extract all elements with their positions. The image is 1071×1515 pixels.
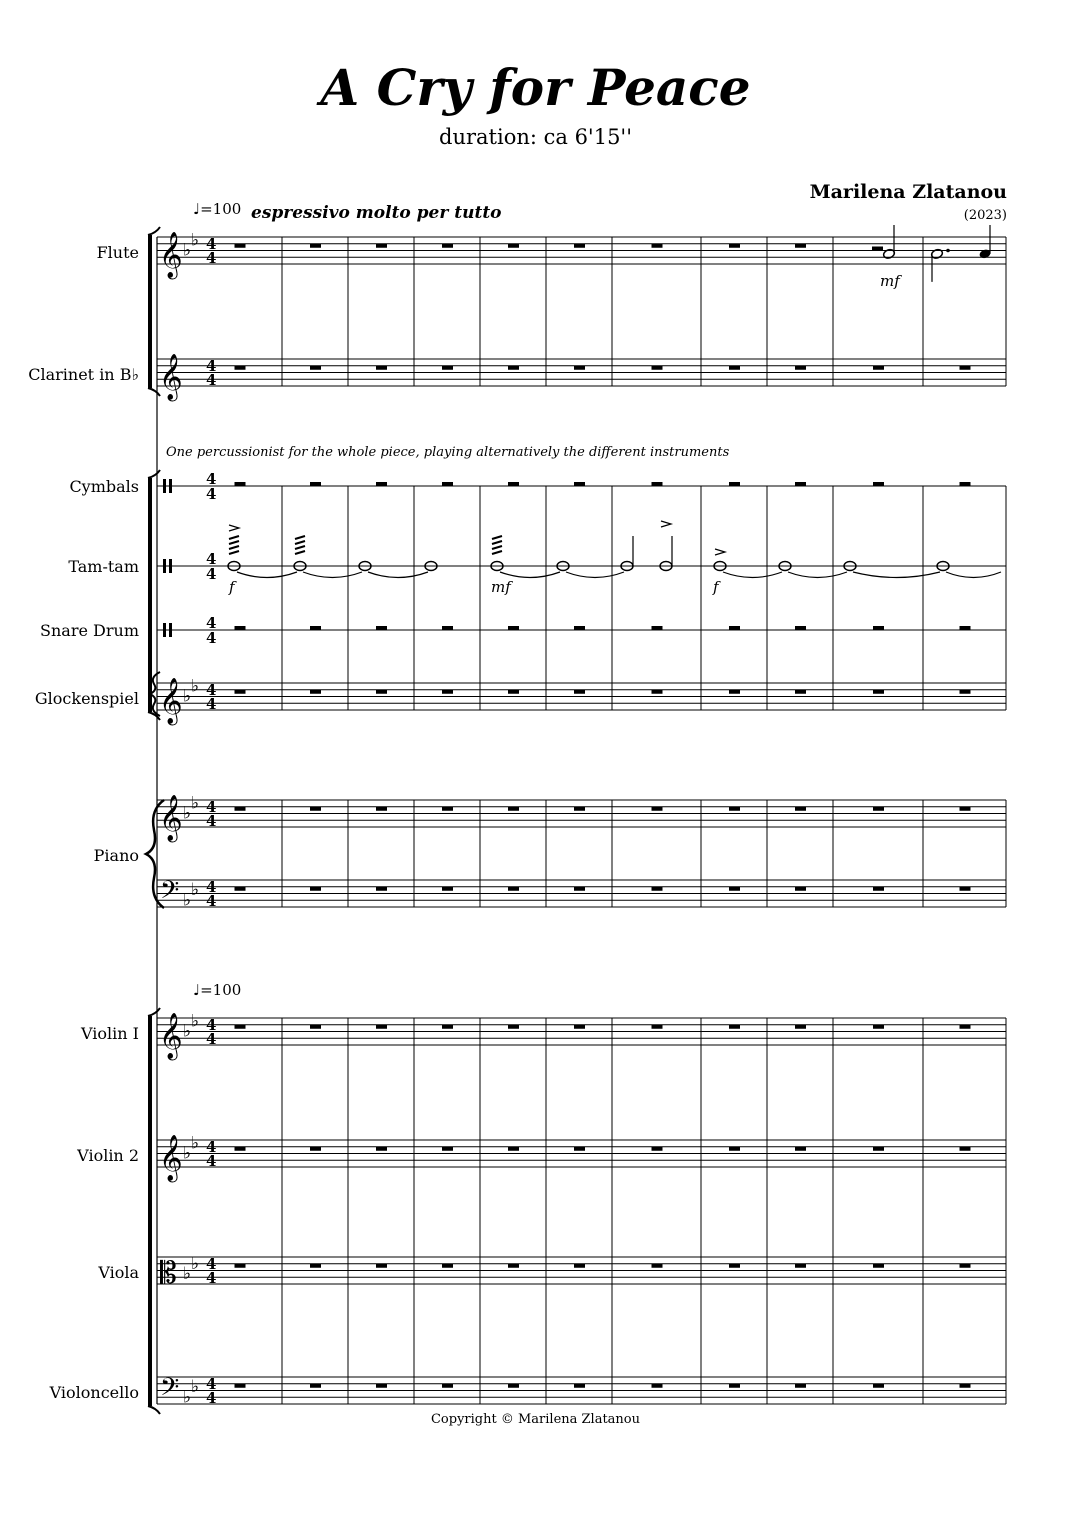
whole-rest bbox=[574, 1147, 585, 1151]
whole-rest bbox=[310, 1025, 321, 1029]
composition-year: (2023) bbox=[963, 208, 1007, 223]
whole-rest bbox=[795, 1147, 806, 1151]
whole-rest bbox=[652, 807, 663, 811]
tremolo-stroke bbox=[229, 551, 239, 554]
treble-clef-icon: 𝄞 bbox=[159, 232, 183, 278]
half-rest bbox=[872, 247, 883, 251]
whole-rest bbox=[960, 887, 971, 891]
whole-rest bbox=[442, 626, 453, 630]
tremolo-stroke bbox=[295, 541, 305, 544]
whole-rest bbox=[729, 1025, 740, 1029]
whole-rest bbox=[442, 807, 453, 811]
flat-icon: ♭ bbox=[183, 1263, 192, 1284]
whole-rest bbox=[873, 1384, 884, 1388]
tie bbox=[723, 572, 782, 578]
whole-rest bbox=[574, 244, 585, 248]
flat-icon: ♭ bbox=[183, 686, 192, 707]
whole-rest bbox=[795, 1384, 806, 1388]
whole-rest bbox=[729, 1384, 740, 1388]
instrument-label-piano: Piano bbox=[93, 846, 139, 865]
whole-rest bbox=[442, 887, 453, 891]
flat-icon: ♭ bbox=[183, 890, 192, 911]
tremolo-stroke bbox=[229, 536, 239, 539]
accent-mark bbox=[229, 525, 239, 531]
time-signature-numerator: 4 bbox=[206, 681, 217, 699]
instrument-label-cymbals: Cymbals bbox=[69, 477, 139, 496]
whole-rest bbox=[508, 1264, 519, 1268]
time-signature-numerator: 4 bbox=[206, 357, 217, 375]
percussion-clef-icon bbox=[163, 623, 166, 637]
flat-icon: ♭ bbox=[191, 230, 200, 251]
flat-icon: ♭ bbox=[183, 1387, 192, 1408]
time-signature-denominator: 4 bbox=[206, 249, 217, 267]
whole-rest bbox=[873, 1147, 884, 1151]
time-signature-numerator: 4 bbox=[206, 1255, 217, 1273]
whole-rest bbox=[508, 1147, 519, 1151]
bracket-strings bbox=[148, 1016, 152, 1406]
whole-rest bbox=[574, 626, 585, 630]
whole-rest bbox=[376, 1025, 387, 1029]
whole-rest bbox=[376, 482, 387, 486]
tie bbox=[566, 572, 624, 578]
whole-rest bbox=[873, 807, 884, 811]
time-signature-numerator: 4 bbox=[206, 614, 217, 632]
tremolo-stroke bbox=[229, 541, 239, 544]
tremolo-stroke bbox=[295, 536, 305, 539]
time-signature-denominator: 4 bbox=[206, 695, 217, 713]
whole-rest bbox=[376, 690, 387, 694]
whole-rest bbox=[795, 244, 806, 248]
percussion-clef-icon bbox=[169, 479, 172, 493]
tremolo-stroke bbox=[492, 536, 502, 539]
whole-rest bbox=[960, 626, 971, 630]
whole-rest bbox=[795, 690, 806, 694]
whole-rest bbox=[235, 1147, 246, 1151]
whole-rest bbox=[442, 244, 453, 248]
instrument-label-clarinet: Clarinet in B♭ bbox=[28, 365, 139, 384]
whole-rest bbox=[960, 1147, 971, 1151]
treble-clef-icon: 𝄞 bbox=[159, 1013, 183, 1059]
whole-rest bbox=[310, 482, 321, 486]
time-signature-numerator: 4 bbox=[206, 550, 217, 568]
whole-rest bbox=[442, 1147, 453, 1151]
whole-rest bbox=[376, 807, 387, 811]
whole-rest bbox=[795, 1264, 806, 1268]
whole-rest bbox=[795, 887, 806, 891]
whole-rest bbox=[729, 366, 740, 370]
whole-rest bbox=[652, 1147, 663, 1151]
flat-icon: ♭ bbox=[191, 1133, 200, 1154]
whole-rest bbox=[652, 887, 663, 891]
whole-rest bbox=[508, 366, 519, 370]
whole-rest bbox=[729, 626, 740, 630]
treble-clef-icon: 𝄞 bbox=[159, 678, 183, 724]
tie bbox=[303, 572, 362, 578]
treble-clef-icon: 𝄞 bbox=[159, 795, 183, 841]
whole-rest bbox=[310, 366, 321, 370]
time-signature-numerator: 4 bbox=[206, 1375, 217, 1393]
instrument-label-violin-1: Violin I bbox=[81, 1024, 139, 1043]
whole-rest bbox=[652, 244, 663, 248]
whole-rest bbox=[508, 807, 519, 811]
whole-rest bbox=[310, 244, 321, 248]
flat-icon: ♭ bbox=[183, 803, 192, 824]
whole-rest bbox=[442, 1384, 453, 1388]
time-signature-numerator: 4 bbox=[206, 798, 217, 816]
whole-rest bbox=[376, 366, 387, 370]
accent-mark bbox=[715, 549, 725, 555]
accent-mark bbox=[661, 521, 671, 527]
whole-rest bbox=[574, 482, 585, 486]
tempo-mark-winds: ♩=100 bbox=[193, 200, 242, 218]
whole-rest bbox=[795, 366, 806, 370]
whole-rest bbox=[873, 366, 884, 370]
time-signature-numerator: 4 bbox=[206, 1138, 217, 1156]
flute-dynamic: mf bbox=[880, 272, 900, 290]
tremolo-stroke bbox=[492, 551, 502, 554]
whole-rest bbox=[873, 626, 884, 630]
percussion-clef-icon bbox=[169, 559, 172, 573]
whole-rest bbox=[508, 244, 519, 248]
whole-rest bbox=[235, 1384, 246, 1388]
tam-tam-dynamic: f bbox=[229, 578, 235, 596]
tremolo-stroke bbox=[229, 546, 239, 549]
copyright-notice: Copyright © Marilena Zlatanou bbox=[430, 1412, 641, 1427]
whole-rest bbox=[652, 482, 663, 486]
whole-rest bbox=[652, 690, 663, 694]
whole-rest bbox=[873, 482, 884, 486]
percussion-clef-icon bbox=[163, 479, 166, 493]
whole-rest bbox=[235, 366, 246, 370]
whole-rest bbox=[376, 1384, 387, 1388]
whole-rest bbox=[508, 1025, 519, 1029]
tie bbox=[788, 572, 847, 578]
whole-rest bbox=[960, 1384, 971, 1388]
whole-rest bbox=[574, 807, 585, 811]
instrument-label-snare-drum: Snare Drum bbox=[40, 621, 139, 640]
whole-rest bbox=[873, 690, 884, 694]
tie bbox=[500, 572, 560, 578]
quarter-note-icon: ♩ bbox=[193, 981, 201, 999]
whole-rest bbox=[960, 482, 971, 486]
whole-rest bbox=[235, 807, 246, 811]
whole-rest bbox=[574, 887, 585, 891]
whole-rest bbox=[235, 626, 246, 630]
tremolo-stroke bbox=[492, 541, 502, 544]
tam-tam-dynamic: f bbox=[713, 578, 719, 596]
whole-rest bbox=[376, 887, 387, 891]
instrument-label-viola: Viola bbox=[98, 1263, 139, 1282]
whole-rest bbox=[376, 626, 387, 630]
whole-rest bbox=[729, 690, 740, 694]
whole-rest bbox=[960, 690, 971, 694]
whole-rest bbox=[442, 482, 453, 486]
whole-rest bbox=[729, 807, 740, 811]
flat-icon: ♭ bbox=[191, 1377, 200, 1398]
whole-rest bbox=[310, 690, 321, 694]
whole-rest bbox=[729, 887, 740, 891]
bracket-strings bbox=[148, 1406, 160, 1414]
whole-rest bbox=[652, 1025, 663, 1029]
whole-rest bbox=[508, 1384, 519, 1388]
whole-rest bbox=[873, 1025, 884, 1029]
bracket-percussion bbox=[148, 478, 152, 712]
bracket-percussion bbox=[148, 470, 160, 478]
expression-marking: espressivo molto per tutto bbox=[251, 203, 502, 223]
percussion-note: One percussionist for the whole piece, playing alternatively the different instruments bbox=[166, 445, 730, 460]
whole-rest bbox=[960, 1264, 971, 1268]
instrument-label-violoncello: Violoncello bbox=[49, 1383, 139, 1402]
flat-icon: ♭ bbox=[191, 793, 200, 814]
whole-rest bbox=[960, 366, 971, 370]
bracket-winds bbox=[148, 235, 152, 388]
composer-name: Marilena Zlatanou bbox=[809, 181, 1007, 203]
whole-rest bbox=[795, 1025, 806, 1029]
whole-rest bbox=[442, 690, 453, 694]
whole-rest bbox=[235, 690, 246, 694]
percussion-clef-icon bbox=[169, 623, 172, 637]
time-signature-numerator: 4 bbox=[206, 878, 217, 896]
whole-rest bbox=[574, 1384, 585, 1388]
time-signature-numerator: 4 bbox=[206, 235, 217, 253]
whole-rest bbox=[795, 626, 806, 630]
time-signature-denominator: 4 bbox=[206, 1030, 217, 1048]
whole-rest bbox=[574, 1025, 585, 1029]
tremolo-stroke bbox=[295, 551, 305, 554]
tie bbox=[853, 572, 940, 578]
time-signature-denominator: 4 bbox=[206, 1389, 217, 1407]
whole-rest bbox=[729, 1147, 740, 1151]
whole-rest bbox=[508, 482, 519, 486]
whole-rest bbox=[508, 690, 519, 694]
flat-icon: ♭ bbox=[183, 1143, 192, 1164]
whole-rest bbox=[376, 1264, 387, 1268]
bass-clef-icon: 𝄢 bbox=[160, 876, 180, 911]
time-signature-denominator: 4 bbox=[206, 629, 217, 647]
whole-rest bbox=[729, 1264, 740, 1268]
time-signature-denominator: 4 bbox=[206, 371, 217, 389]
whole-rest bbox=[795, 807, 806, 811]
instrument-label-flute: Flute bbox=[96, 243, 139, 262]
whole-rest bbox=[960, 1025, 971, 1029]
whole-rest bbox=[310, 1384, 321, 1388]
whole-rest bbox=[442, 1264, 453, 1268]
whole-rest bbox=[310, 807, 321, 811]
instrument-label-tam-tam: Tam-tam bbox=[68, 557, 139, 576]
whole-rest bbox=[574, 690, 585, 694]
whole-rest bbox=[652, 626, 663, 630]
tie bbox=[946, 572, 1001, 578]
bass-clef-icon: 𝄢 bbox=[160, 1373, 180, 1408]
whole-rest bbox=[376, 244, 387, 248]
whole-rest bbox=[652, 1264, 663, 1268]
flat-icon: ♭ bbox=[183, 1021, 192, 1042]
time-signature-numerator: 4 bbox=[206, 470, 217, 488]
flat-icon: ♭ bbox=[191, 1011, 200, 1032]
time-signature-denominator: 4 bbox=[206, 565, 217, 583]
flat-icon: ♭ bbox=[191, 880, 200, 901]
tam-tam-dynamic: mf bbox=[491, 578, 511, 596]
tremolo-stroke bbox=[492, 546, 502, 549]
score-title: A Cry for Peace bbox=[320, 58, 751, 117]
whole-rest bbox=[376, 1147, 387, 1151]
instrument-label-violin-2: Violin 2 bbox=[77, 1146, 139, 1165]
time-signature-denominator: 4 bbox=[206, 892, 217, 910]
whole-rest bbox=[235, 482, 246, 486]
flat-icon: ♭ bbox=[183, 240, 192, 261]
whole-rest bbox=[508, 887, 519, 891]
whole-rest bbox=[729, 244, 740, 248]
whole-rest bbox=[235, 887, 246, 891]
percussion-clef-icon bbox=[163, 559, 166, 573]
whole-rest bbox=[235, 1025, 246, 1029]
whole-rest bbox=[795, 482, 806, 486]
whole-rest bbox=[235, 244, 246, 248]
score-duration: duration: ca 6'15'' bbox=[439, 125, 632, 149]
flat-icon: ♭ bbox=[191, 676, 200, 697]
treble-clef-icon: 𝄞 bbox=[159, 354, 183, 400]
time-signature-denominator: 4 bbox=[206, 485, 217, 503]
quarter-note-icon: ♩ bbox=[193, 200, 201, 218]
flat-icon: ♭ bbox=[191, 1253, 200, 1274]
whole-rest bbox=[960, 807, 971, 811]
tempo-mark-strings: ♩=100 bbox=[193, 981, 242, 999]
treble-clef-icon: 𝄞 bbox=[159, 1135, 183, 1181]
alto-clef-icon: 𝄡 bbox=[160, 1256, 177, 1291]
whole-rest bbox=[310, 1264, 321, 1268]
tremolo-stroke bbox=[295, 546, 305, 549]
tie bbox=[368, 572, 428, 578]
whole-rest bbox=[310, 887, 321, 891]
whole-rest bbox=[729, 482, 740, 486]
whole-rest bbox=[310, 1147, 321, 1151]
instrument-label-glockenspiel: Glockenspiel bbox=[34, 689, 139, 708]
whole-rest bbox=[310, 626, 321, 630]
whole-rest bbox=[873, 1264, 884, 1268]
tie bbox=[237, 572, 297, 578]
time-signature-denominator: 4 bbox=[206, 1269, 217, 1287]
whole-rest bbox=[652, 1384, 663, 1388]
time-signature-denominator: 4 bbox=[206, 1152, 217, 1170]
whole-rest bbox=[442, 366, 453, 370]
whole-rest bbox=[508, 626, 519, 630]
whole-rest bbox=[574, 1264, 585, 1268]
whole-rest bbox=[574, 366, 585, 370]
whole-rest bbox=[442, 1025, 453, 1029]
whole-rest bbox=[873, 887, 884, 891]
time-signature-numerator: 4 bbox=[206, 1016, 217, 1034]
time-signature-denominator: 4 bbox=[206, 812, 217, 830]
whole-rest bbox=[652, 366, 663, 370]
augmentation-dot bbox=[946, 249, 950, 253]
whole-rest bbox=[235, 1264, 246, 1268]
